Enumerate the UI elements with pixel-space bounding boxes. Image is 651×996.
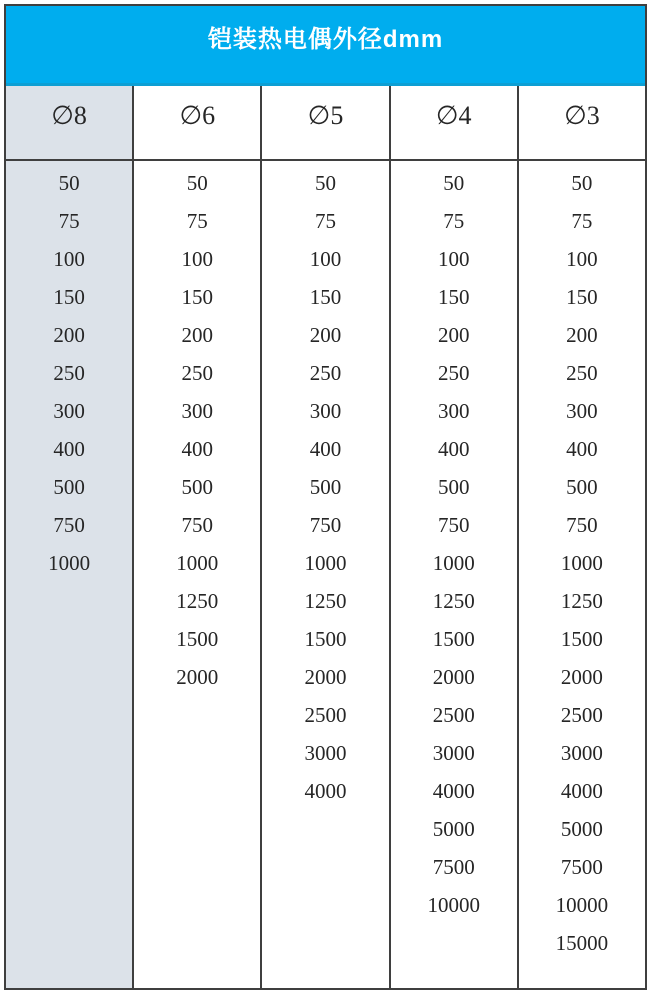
column-header-diameter-8: ∅8 [6, 86, 132, 161]
length-value-cell: 2500 [304, 703, 347, 727]
length-value-cell: 75 [315, 209, 336, 233]
length-value-cell: 5000 [432, 817, 475, 841]
length-value-cell: 300 [53, 399, 85, 423]
length-value-cell: 5000 [560, 817, 603, 841]
length-value-cell: 1500 [432, 627, 475, 651]
length-value-cell: 1250 [176, 589, 219, 613]
length-value-cell: 4000 [432, 779, 475, 803]
length-value-cell: 250 [309, 361, 342, 385]
length-value-cell: 1000 [176, 551, 219, 575]
length-value-cell: 300 [181, 399, 214, 423]
length-value-cell: 50 [58, 171, 80, 195]
length-value-cell: 400 [566, 437, 598, 461]
length-value-cell: 2500 [432, 703, 475, 727]
length-value-cell: 300 [309, 399, 342, 423]
column-header-diameter-5: ∅5 [262, 86, 388, 161]
length-value-cell: 100 [566, 247, 598, 271]
column-values-diameter-3 [519, 161, 645, 988]
length-value-cell: 150 [181, 285, 214, 309]
length-value-cell: 750 [566, 513, 598, 537]
length-value-cell: 250 [437, 361, 470, 385]
length-value-cell: 1000 [560, 551, 603, 575]
length-value-cell: 7500 [432, 855, 475, 879]
length-value-cell: 150 [309, 285, 342, 309]
length-value-cell: 1500 [560, 627, 603, 651]
length-value-cell: 200 [437, 323, 470, 347]
length-value-cell: 4000 [560, 779, 603, 803]
length-value-cell: 250 [181, 361, 214, 385]
length-value-cell: 250 [566, 361, 598, 385]
length-value-cell: 300 [437, 399, 470, 423]
column-values-diameter-8 [6, 161, 132, 988]
length-value-cell: 400 [437, 437, 470, 461]
length-value-cell: 750 [53, 513, 85, 537]
length-value-cell: 750 [181, 513, 214, 537]
length-value-cell: 500 [566, 475, 598, 499]
length-value-cell: 75 [571, 209, 593, 233]
table-title: 铠装热电偶外径dmm [6, 6, 645, 86]
length-value-cell: 1000 [432, 551, 475, 575]
length-value-cell: 100 [309, 247, 342, 271]
length-value-cell: 1000 [48, 551, 91, 575]
length-value-cell: 2000 [560, 665, 603, 689]
length-value-cell: 3000 [560, 741, 603, 765]
column-values-diameter-6 [134, 161, 260, 988]
columns-container [6, 86, 645, 988]
length-value-cell: 1500 [304, 627, 347, 651]
length-value-cell: 75 [186, 209, 208, 233]
length-value-cell: 100 [437, 247, 470, 271]
length-value-cell: 250 [53, 361, 85, 385]
length-value-cell: 50 [186, 171, 208, 195]
column-diameter-5 [262, 86, 390, 988]
length-value-cell: 50 [443, 171, 465, 195]
length-value-cell: 500 [309, 475, 342, 499]
length-value-cell: 10000 [427, 893, 480, 917]
length-value-cell: 2000 [432, 665, 475, 689]
length-value-cell: 50 [315, 171, 336, 195]
length-value-cell: 150 [53, 285, 85, 309]
length-value-cell: 200 [566, 323, 598, 347]
column-header-diameter-6: ∅6 [134, 86, 260, 161]
length-value-cell: 75 [443, 209, 465, 233]
length-value-cell: 50 [571, 171, 593, 195]
length-value-cell: 1000 [304, 551, 347, 575]
length-value-cell: 1250 [432, 589, 475, 613]
length-value-cell: 3000 [304, 741, 347, 765]
length-value-cell: 75 [58, 209, 80, 233]
length-value-cell: 400 [181, 437, 214, 461]
length-value-cell: 750 [437, 513, 470, 537]
length-value-cell: 2000 [176, 665, 219, 689]
length-value-cell: 400 [53, 437, 85, 461]
length-value-cell: 7500 [560, 855, 603, 879]
column-values-diameter-4 [391, 161, 517, 988]
length-value-cell: 3000 [432, 741, 475, 765]
length-value-cell: 200 [53, 323, 85, 347]
column-diameter-8 [6, 86, 134, 988]
length-value-cell: 200 [181, 323, 214, 347]
length-value-cell: 500 [181, 475, 214, 499]
length-value-cell: 2500 [560, 703, 603, 727]
column-header-diameter-4: ∅4 [391, 86, 517, 161]
length-value-cell: 15000 [555, 931, 609, 955]
length-value-cell: 400 [309, 437, 342, 461]
length-value-cell: 200 [309, 323, 342, 347]
length-value-cell: 10000 [555, 893, 609, 917]
length-value-cell: 100 [53, 247, 85, 271]
length-value-cell: 1250 [560, 589, 603, 613]
length-value-cell: 4000 [304, 779, 347, 803]
column-diameter-3 [519, 86, 645, 988]
length-value-cell: 1500 [176, 627, 219, 651]
length-value-cell: 150 [566, 285, 598, 309]
length-value-cell: 300 [566, 399, 598, 423]
length-value-cell: 150 [437, 285, 470, 309]
column-diameter-4 [391, 86, 519, 988]
length-value-cell: 1250 [304, 589, 347, 613]
length-value-cell: 750 [309, 513, 342, 537]
column-header-diameter-3: ∅3 [519, 86, 645, 161]
length-value-cell: 100 [181, 247, 214, 271]
column-diameter-6 [134, 86, 262, 988]
column-values-diameter-5 [262, 161, 388, 988]
sheathed-thermocouple-spec-table [4, 4, 647, 990]
length-value-cell: 500 [53, 475, 85, 499]
length-value-cell: 500 [437, 475, 470, 499]
length-value-cell: 2000 [304, 665, 347, 689]
